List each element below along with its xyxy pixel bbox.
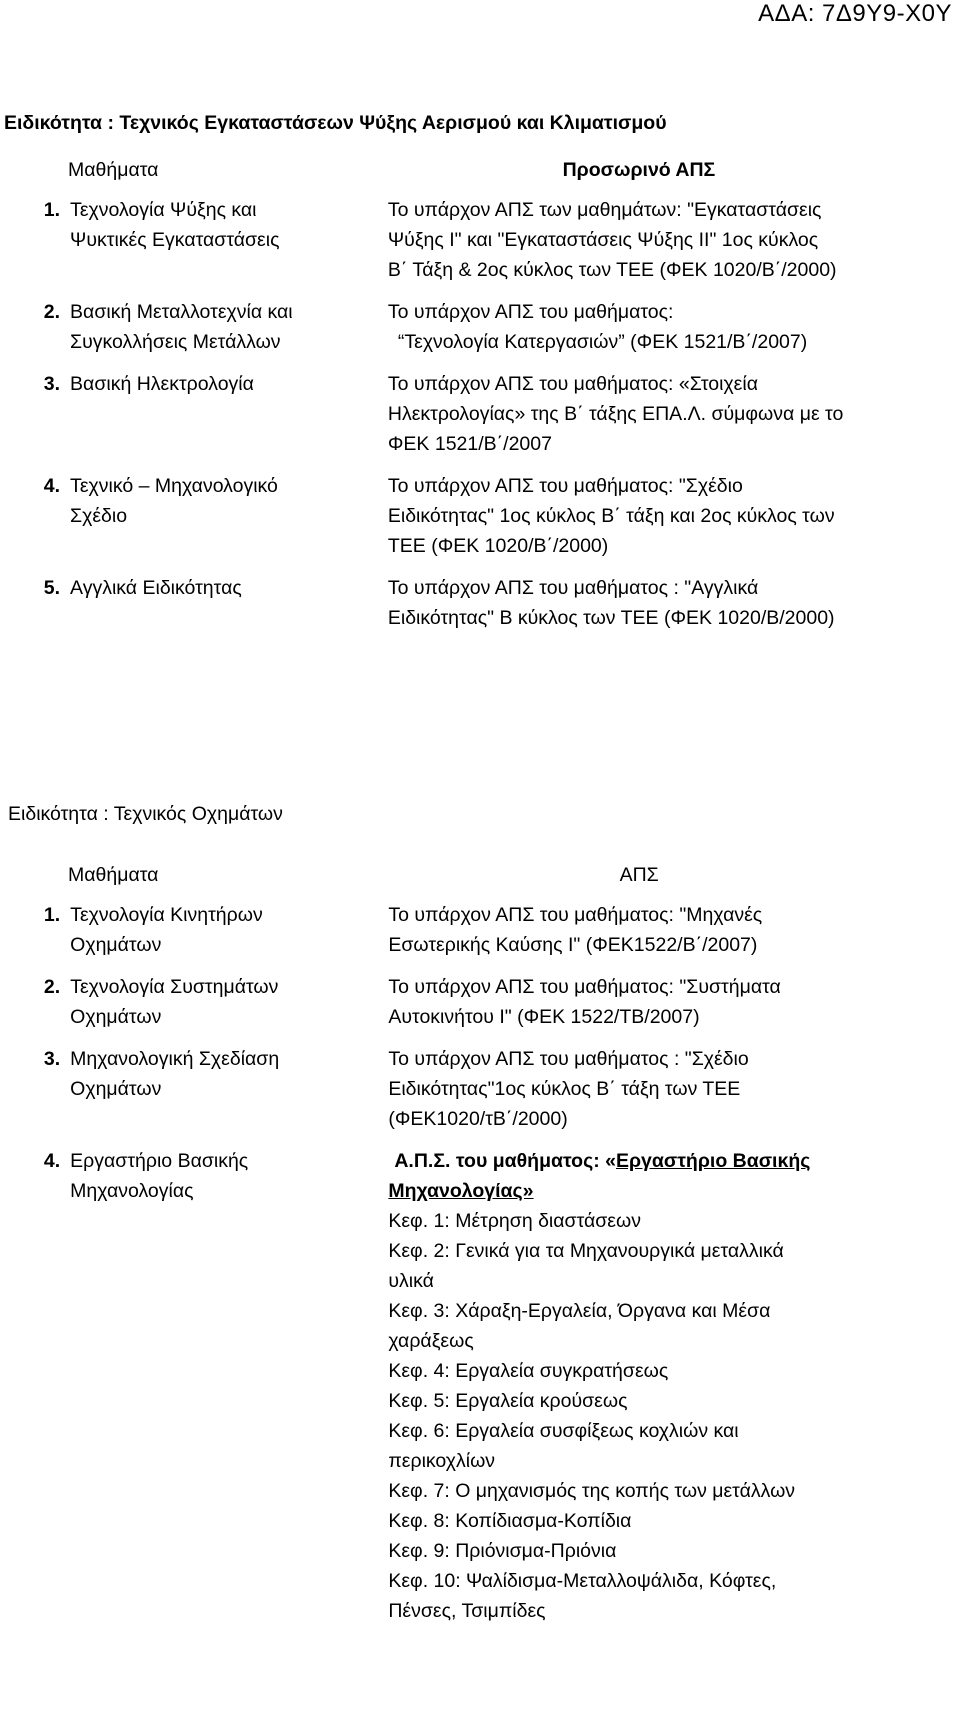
course-aps	[382, 1146, 960, 1626]
header-aps: ΑΠΣ	[619, 864, 659, 886]
course-name: Βασική Μεταλλοτεχνία και Συγκολλήσεις Μετάλλων	[70, 301, 293, 353]
chapter-line: Κεφ. 3: Χάραξη-Εργαλεία, Όργανα και Μέσα	[388, 1300, 771, 1322]
row-number: 3.	[43, 1048, 61, 1070]
chapter-line: Κεφ. 2: Γενικά για τα Μηχανουργικά μεταλλικά	[388, 1240, 784, 1262]
table-row	[0, 471, 960, 573]
chapter-line: περικοχλίων	[388, 1450, 496, 1472]
table-row	[0, 1044, 960, 1146]
chapter-line: Πένσες, Τσιμπίδες	[388, 1600, 546, 1622]
chapter-line: Κεφ. 1: Μέτρηση διαστάσεων	[388, 1210, 641, 1232]
chapter-line: Κεφ. 7: Ο μηχανισμός της κοπής των μετάλλων	[388, 1480, 796, 1502]
header-courses: Μαθήματα	[68, 864, 159, 886]
table-row	[0, 195, 960, 297]
course-name: Τεχνολογία Συστημάτων Οχημάτων	[70, 976, 279, 1028]
course-name: Τεχνολογία Κινητήρων Οχημάτων	[70, 904, 263, 956]
course-aps: Το υπάρχον ΑΠΣ του μαθήματος: "Μηχανές Εσωτερικής Καύσης Ι" (ΦΕΚ1522/Β΄/2007)	[388, 904, 763, 956]
course-aps: Το υπάρχον ΑΠΣ του μαθήματος: «Στοιχεία Ηλεκτρολογίας» της Β΄ τάξης ΕΠΑ.Λ. σύμφωνα με το ΦΕΚ 1521/Β΄/2007	[387, 373, 844, 455]
chapter-line: χαράξεως	[388, 1330, 474, 1352]
course-name: Τεχνολογία Ψύξης και Ψυκτικές Εγκαταστάσεις	[70, 199, 280, 251]
course-aps: Το υπάρχον ΑΠΣ του μαθήματος: "Σχέδιο Ειδικότητας" 1ος κύκλος Β΄ τάξη και 2ος κύκλος των ΤΕΕ (ΦΕΚ 1020/Β΄/2000)	[387, 475, 835, 557]
chapter-line: Κεφ. 8: Κοπίδιασμα-Κοπίδια	[388, 1510, 632, 1532]
header-aps: Προσωρινό ΑΠΣ	[562, 159, 716, 181]
course-aps: Το υπάρχον ΑΠΣ του μαθήματος: “Τεχνολογία Κατεργασιών” (ΦΕΚ 1521/Β΄/2007)	[387, 301, 808, 353]
row-number: 4.	[43, 1150, 61, 1172]
specialty-title-2: Ειδικότητα : Τεχνικός Οχημάτων	[8, 803, 283, 825]
row-number: 3.	[43, 373, 61, 395]
courses-table-1	[0, 155, 960, 633]
table-header	[0, 860, 960, 900]
chapter-line: Κεφ. 9: Πριόνισμα-Πριόνια	[388, 1540, 617, 1562]
table-row	[0, 900, 960, 972]
course-aps: Το υπάρχον ΑΠΣ των μαθημάτων: "Εγκαταστάσεις Ψύξης Ι" και "Εγκαταστάσεις Ψύξης ΙΙ" 1ος κύκλος Β΄ Τάξη & 2ος κύκλος των ΤΕΕ (ΦΕΚ 1020/Β΄/2000)	[387, 199, 837, 281]
header-courses: Μαθήματα	[68, 159, 159, 181]
chapter-line: υλικά	[388, 1270, 434, 1292]
course-name: Εργαστήριο Βασικής Μηχανολογίας	[70, 1150, 249, 1202]
course-aps: Το υπάρχον ΑΠΣ του μαθήματος : "Σχέδιο Ειδικότητας"1ος κύκλος Β΄ τάξη των ΤΕΕ (ΦΕΚ1020/τΒ΄/2000)	[388, 1048, 749, 1130]
row-number: 2.	[43, 301, 61, 323]
row-number: 4.	[43, 475, 61, 497]
table-row	[0, 573, 960, 633]
document-code: ΑΔΑ: 7Δ9Υ9-Χ0Υ	[758, 0, 952, 27]
table-header	[0, 155, 960, 195]
course-name: Βασική Ηλεκτρολογία	[70, 373, 254, 395]
row-number: 5.	[43, 577, 61, 599]
table-row	[0, 369, 960, 471]
chapter-line: Κεφ. 10: Ψαλίδισμα-Μεταλλοψάλιδα, Κόφτες,	[388, 1570, 777, 1592]
course-name: Αγγλικά Ειδικότητας	[70, 577, 242, 599]
course-name: Τεχνικό – Μηχανολογικό Σχέδιο	[70, 475, 278, 527]
course-aps: Το υπάρχον ΑΠΣ του μαθήματος : "Αγγλικά Ειδικότητας" Β κύκλος των ΤΕΕ (ΦΕΚ 1020/Β/2000)	[387, 577, 835, 629]
row-number: 2.	[43, 976, 61, 998]
table-row	[0, 972, 960, 1044]
chapter-line: Κεφ. 5: Εργαλεία κρούσεως	[388, 1390, 628, 1412]
chapter-line: Κεφ. 6: Εργαλεία συσφίξεως κοχλιών και	[388, 1420, 739, 1442]
chapter-line: Κεφ. 4: Εργαλεία συγκρατήσεως	[388, 1360, 669, 1382]
aps-heading-cont: Μηχανολογίας»	[388, 1180, 534, 1202]
table-row	[0, 1146, 960, 1626]
course-name: Μηχανολογική Σχεδίαση Οχημάτων	[70, 1048, 280, 1100]
aps-heading: Α.Π.Σ. του μαθήματος: «Εργαστήριο Βασικής	[394, 1150, 811, 1172]
courses-table-2	[0, 860, 960, 1626]
course-aps: Το υπάρχον ΑΠΣ του μαθήματος: "Συστήματα Αυτοκινήτου Ι" (ΦΕΚ 1522/ΤΒ/2007)	[388, 976, 781, 1028]
row-number: 1.	[43, 904, 61, 926]
table-row	[0, 297, 960, 369]
specialty-title-1: Ειδικότητα : Τεχνικός Εγκαταστάσεων Ψύξης Αερισμού και Κλιματισμού	[4, 112, 667, 134]
row-number: 1.	[43, 199, 61, 221]
